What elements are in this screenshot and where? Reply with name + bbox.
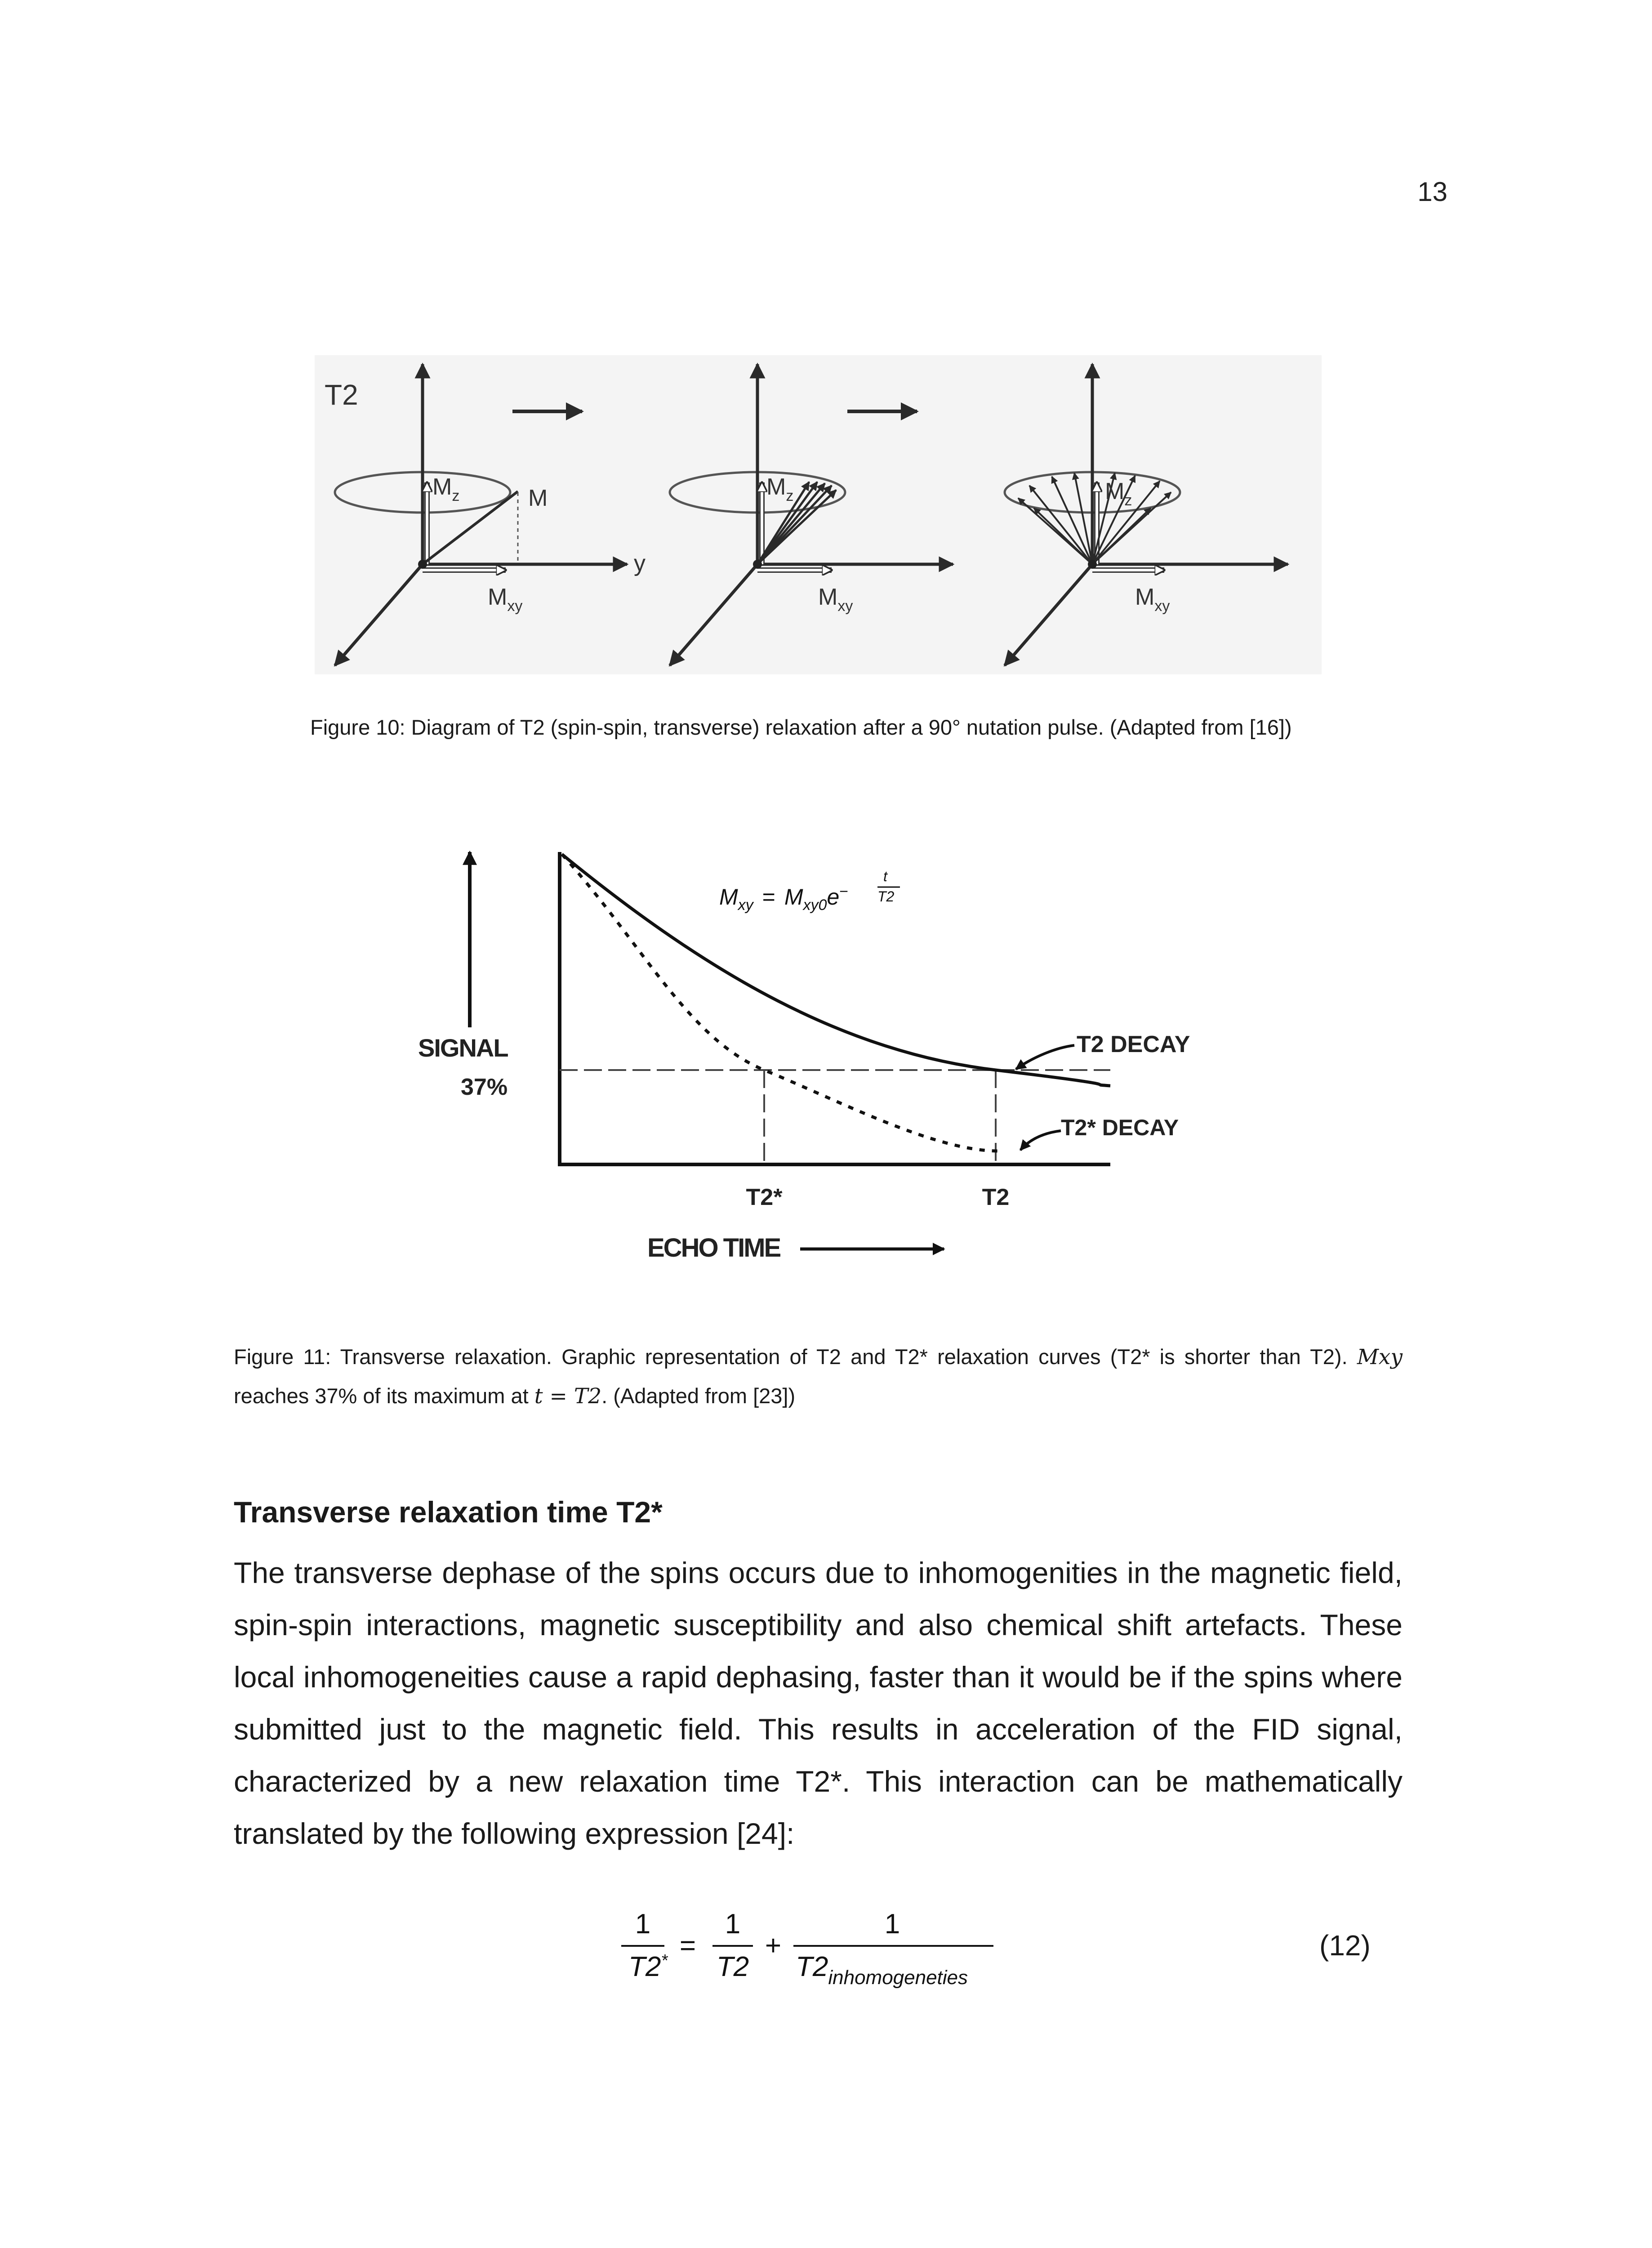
t2-decay-label: T2 DECAY xyxy=(1077,1031,1190,1057)
svg-text:=: = xyxy=(679,1930,696,1961)
mxy-label: $M_{xy}$ xyxy=(488,584,523,615)
mz-label: $M_z$ xyxy=(1105,478,1132,509)
tick-label-t2: T2 xyxy=(982,1184,1010,1210)
formula-exponent-denominator: T2 xyxy=(877,888,895,905)
mz-label: $M_z$ xyxy=(432,474,460,504)
t2star-decay-label: T2* DECAY xyxy=(1061,1115,1179,1140)
caption-math-mxy: Mxy xyxy=(1357,1345,1403,1369)
figure-10-title: T2 xyxy=(325,379,358,411)
caption-math-t-eq-t2: t = T2 xyxy=(534,1384,602,1409)
formula-exponent-numerator: t xyxy=(883,868,887,884)
equation-12 xyxy=(620,1897,1025,1996)
section-paragraph: The transverse dephase of the spins occurs due to inhomogenities in the magnetic field, spin-spin interactions, magnetic susceptibility and also chemical shift artefacts. These local inhomogeneities cause a rapid dephasing, faster than it would be if the spins where submitted just to the magnetic field. This results in acceleration of the FID signal, characterized by a new relaxation time T2*. This interaction can be mathematically translated by the following expression [24]: xyxy=(234,1556,1403,1850)
equation-number: (12) xyxy=(1319,1929,1371,1962)
m-label: M xyxy=(528,485,548,511)
svg-text:+: + xyxy=(765,1930,782,1961)
chart-formula: $M_{xy} = M_{xy0}e^-$ xyxy=(719,883,849,914)
svg-text:1: 1 xyxy=(884,1909,900,1940)
svg-text:T2: T2 xyxy=(716,1951,749,1982)
mz-label: $M_z$ xyxy=(766,474,794,504)
page-number: 13 xyxy=(1417,177,1447,207)
y-axis-label: SIGNAL xyxy=(418,1034,508,1062)
figure-10-diagram xyxy=(315,355,1322,674)
section-heading: Transverse relaxation time T2* xyxy=(234,1495,663,1529)
svg-text:1: 1 xyxy=(635,1909,651,1940)
svg-text:1: 1 xyxy=(725,1909,741,1940)
x-axis-label: ECHO TIME xyxy=(647,1233,780,1262)
figure-11-chart xyxy=(396,841,1250,1268)
svg-text:T2*: T2* xyxy=(628,1951,668,1982)
mxy-label: $M_{xy}$ xyxy=(1135,584,1170,615)
level-37-label: 37% xyxy=(461,1074,508,1100)
tick-label-t2star: T2* xyxy=(746,1184,783,1210)
mxy-label: $M_{xy}$ xyxy=(818,584,853,615)
y-axis-label: y xyxy=(634,550,646,576)
figure-11-caption: Figure 11: Transverse relaxation. Graphic representation of T2 and T2* relaxation curves (T2* is shorter than T2). Mxy reaches 37% of its maximum at t = T2. (Adapted from [23]) xyxy=(234,1345,1403,1409)
svg-text:T2inhomogeneties: $T2_{inhomogeneties}$ xyxy=(796,1951,968,1989)
figure-10-caption: Figure 10: Diagram of T2 (spin-spin, transverse) relaxation after a 90° nutation pulse. (Adapted from [16]) xyxy=(310,715,1292,739)
